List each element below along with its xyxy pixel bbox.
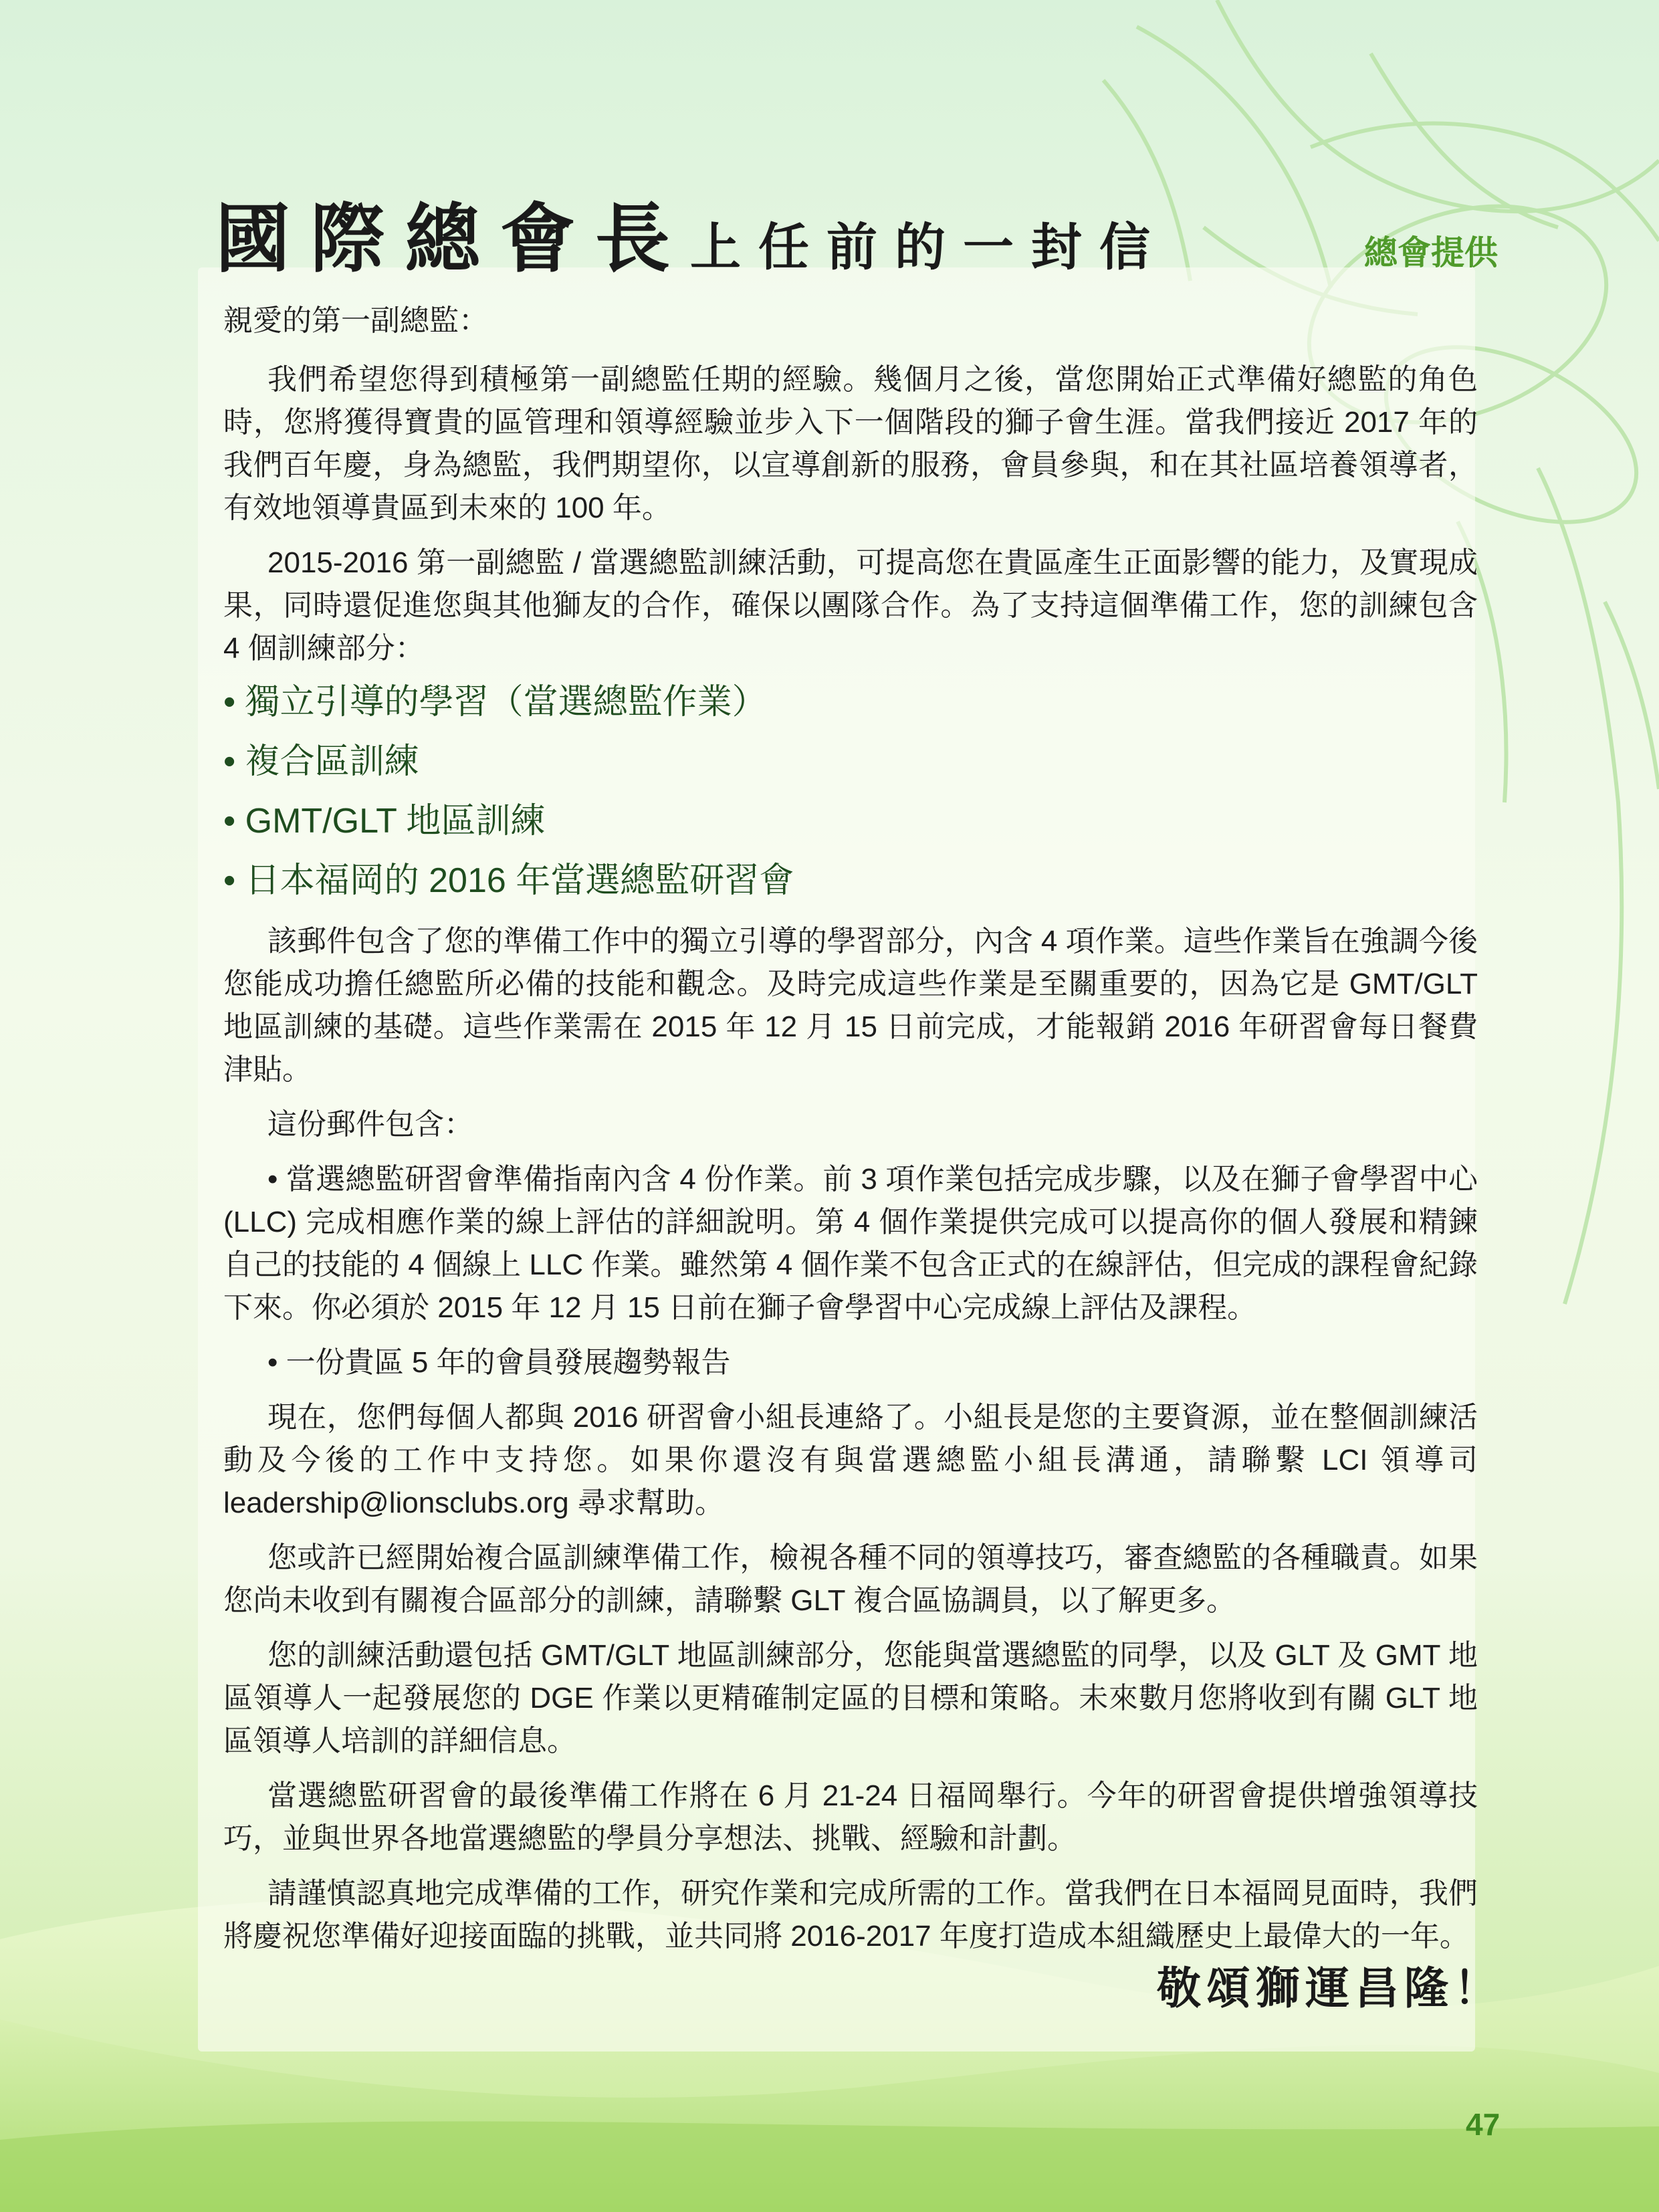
title-sub: 上任前的一封信 xyxy=(690,217,1168,277)
page-number: 47 xyxy=(1466,2107,1501,2142)
title-main: 國際總會長 xyxy=(215,195,690,283)
paragraph-mail-contents: 該郵件包含了您的準備工作中的獨立引導的學習部分，內含 4 項作業。這些作業旨在強調今後您能成功擔任總監所必備的技能和觀念。及時完成這些作業是至關重要的，因為它是 GMT/GLT 地區訓練的基礎。這些作業需在 2015 年 12 月 15 日前完成，才能報銷 2016 年研習會每日餐費津貼。 xyxy=(223,925,1478,1086)
training-part-item: • GMT/GLT 地區訓練 xyxy=(223,802,546,841)
training-part-item: • 複合區訓練 xyxy=(223,742,419,781)
paragraph-group-leader: 現在，您們每個人都與 2016 研習會小組長連絡了。小組長是您的主要資源，並在整個訓練活動及今後的工作中支持您。如果你還沒有與當選總監小組長溝通，請聯繫 LCI 領導司 leadership@lionsclubs.org 尋求幫助。 xyxy=(223,1401,1478,1519)
paragraph-intro-2: 2015-2016 第一副總監 / 當選總監訓練活動，可提高您在貴區產生正面影響的能力，及實現成果，同時還促進您與其他獅友的合作，確保以團隊合作。為了支持這個準備工作，您的訓練包含 4 個訓練部分： xyxy=(223,546,1478,665)
training-part-item: • 日本福岡的 2016 年當選總監研習會 xyxy=(223,861,794,900)
paragraph-report-item: • 一份貴區 5 年的會員發展趨勢報告 xyxy=(267,1346,731,1379)
paragraph-intro-1: 我們希望您得到積極第一副總監任期的經驗。幾個月之後，當您開始正式準備好總監的角色時，您將獲得寶貴的區管理和領導經驗並步入下一個階段的獅子會生涯。當我們接近 2017 年的我們百年慶，身為總監，我們期望你，以宣導創新的服務，會員參與，和在其社區培養領導者，有效地領導貴區到未來的 100 年。 xyxy=(223,363,1478,524)
paragraph-seminar: 當選總監研習會的最後準備工作將在 6 月 21-24 日福岡舉行。今年的研習會提供增強領導技巧，並與世界各地當選總監的學員分享想法、挑戰、經驗和計劃。 xyxy=(223,1779,1478,1855)
page-title xyxy=(215,179,1168,287)
closing-signoff: 敬頌獅運昌隆！ xyxy=(1157,1962,1503,2014)
training-parts-list xyxy=(223,682,1478,901)
training-part-item: • 獨立引導的學習（當選總監作業） xyxy=(223,683,767,722)
paragraph-mail-includes: 這份郵件包含： xyxy=(267,1108,473,1141)
provider-label: 總會提供 xyxy=(1364,234,1498,271)
paragraph-multiple-district: 您或許已經開始複合區訓練準備工作，檢視各種不同的領導技巧，審查總監的各種職責。如果您尚未收到有關複合區部分的訓練，請聯繫 GLT 複合區協調員，以了解更多。 xyxy=(223,1541,1478,1617)
salutation: 親愛的第一副總監： xyxy=(223,304,488,337)
paragraph-guide-item: • 當選總監研習會準備指南內含 4 份作業。前 3 項作業包括完成步驟，以及在獅子會學習中心 (LLC) 完成相應作業的線上評估的詳細說明。第 4 個作業提供完成可以提高你的個人發展和精鍊自己的技能的 4 個線上 LLC 作業。雖然第 4 個作業不包含正式的在線評估，但完成的課程會紀錄下來。你必須於 2015 年 12 月 15 日前在獅子會學習中心完成線上評估及課程。 xyxy=(223,1163,1478,1324)
paragraph-gmt-glt: 您的訓練活動還包括 GMT/GLT 地區訓練部分，您能與當選總監的同學，以及 GLT 及 GMT 地區領導人一起發展您的 DGE 作業以更精確制定區的目標和策略。未來數月您將收到有關 GLT 地區領導人培訓的詳細信息。 xyxy=(223,1639,1478,1757)
paragraph-final: 請謹慎認真地完成準備的工作，研究作業和完成所需的工作。當我們在日本福岡見面時，我們將慶祝您準備好迎接面臨的挑戰，並共同將 2016-2017 年度打造成本組織歷史上最偉大的一年。 xyxy=(223,1877,1478,1953)
letter-body xyxy=(223,300,1478,1970)
